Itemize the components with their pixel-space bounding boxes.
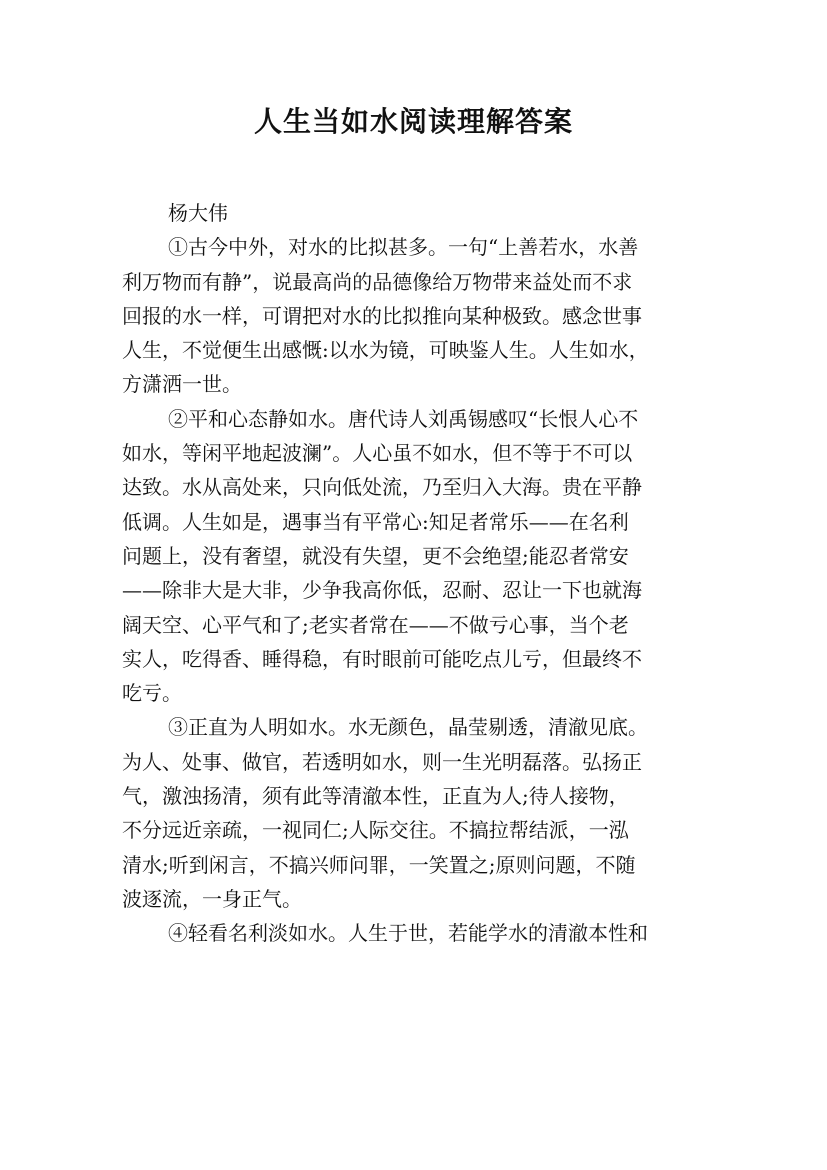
paragraph-2-line-4: 低调。人生如是，遇事当有平常心:知足者常乐——在名利 bbox=[122, 509, 629, 534]
paragraph-1-line-1: ①古今中外，对水的比拟甚多。一句“上善若水，水善 bbox=[168, 235, 639, 260]
paragraph-3-line-1: ③正直为人明如水。水无颜色，晶莹剔透，清澈见底。 bbox=[168, 715, 648, 740]
document-body bbox=[122, 196, 712, 951]
paragraph-2-line-1: ②平和心态静如水。唐代诗人刘禹锡感叹“长恨人心不 bbox=[168, 406, 639, 431]
paragraph-1-line-3: 回报的水一样，可谓把对水的比拟推向某种极致。感念世事 bbox=[122, 303, 642, 328]
paragraph-1-line-5: 方潇洒一世。 bbox=[122, 372, 242, 397]
paragraph-2-line-8: 实人，吃得香、睡得稳，有时眼前可能吃点儿亏，但最终不 bbox=[122, 646, 642, 671]
paragraph-2-line-7: 阔天空、心平气和了;老实者常在——不做亏心事，当个老 bbox=[122, 612, 629, 637]
paragraph-2-line-3: 达致。水从高处来，只向低处流，乃至归入大海。贵在平静 bbox=[122, 475, 642, 500]
paragraph-1-line-4: 人生，不觉便生出感慨:以水为镜，可映鉴人生。人生如水， bbox=[122, 338, 649, 363]
paragraph-2-line-2: 如水，等闲平地起波澜”。人心虽不如水，但不等于不可以 bbox=[122, 441, 633, 466]
paragraph-3-line-5: 清水;听到闲言，不搞兴师问罪，一笑置之;原则问题，不随 bbox=[122, 852, 636, 877]
paragraph-2-line-9: 吃亏。 bbox=[122, 681, 182, 706]
paragraph-4-line-1: ④轻看名利淡如水。人生于世，若能学水的清澈本性和 bbox=[168, 921, 648, 946]
paragraph-3-line-3: 气，激浊扬清，须有此等清澈本性，正直为人;待人接物， bbox=[122, 784, 629, 809]
paragraph-3-line-2: 为人、处事、做官，若透明如水，则一生光明磊落。弘扬正 bbox=[122, 749, 642, 774]
document-title: 人生当如水阅读理解答案 bbox=[253, 105, 573, 138]
paragraph-2-line-6: ——除非大是大非，少争我高你低，忍耐、忍让一下也就海 bbox=[122, 578, 642, 603]
author-line: 杨大伟 bbox=[168, 201, 228, 225]
paragraph-3-line-6: 波逐流，一身正气。 bbox=[122, 886, 302, 911]
paragraph-2-line-5: 问题上，没有奢望，就没有失望，更不会绝望;能忍者常安 bbox=[122, 543, 629, 568]
paragraph-1-line-2: 利万物而有静”，说最高尚的品德像给万物带来益处而不求 bbox=[122, 269, 633, 294]
paragraph-3-line-4: 不分远近亲疏，一视同仁;人际交往。不搞拉帮结派，一泓 bbox=[122, 818, 629, 843]
